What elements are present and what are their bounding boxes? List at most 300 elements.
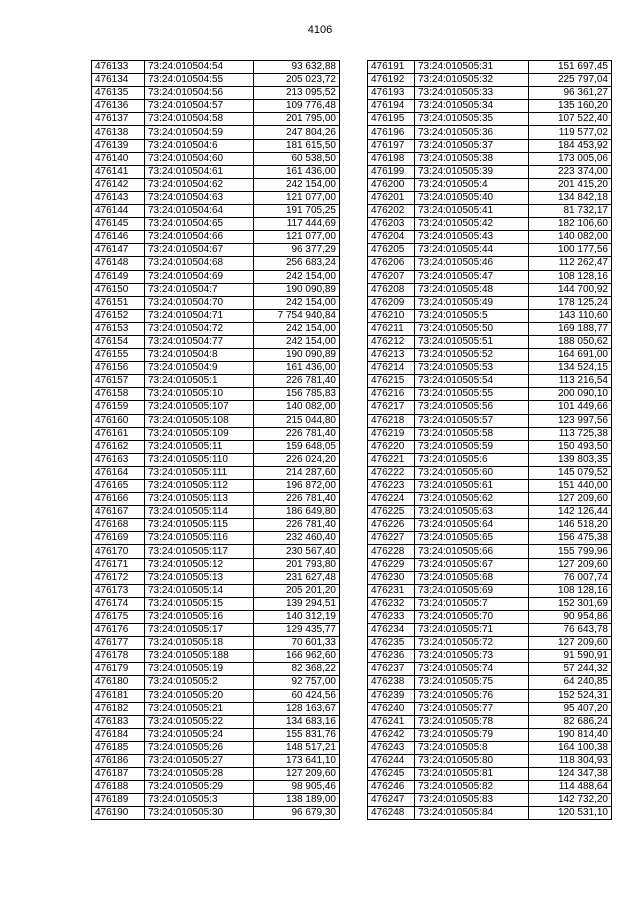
cadastral-number-cell: 73:24:010505:35 [415,113,529,126]
table-row [368,335,612,348]
value-cell: 129 435,77 [254,624,340,637]
value-cell: 201 795,00 [254,113,340,126]
value-cell: 128 163,67 [254,702,340,715]
cadastral-number-cell: 73:24:010505:61 [415,480,529,493]
value-cell: 123 997,56 [529,414,612,427]
value-cell: 64 240,85 [529,676,612,689]
value-cell: 223 374,00 [529,165,612,178]
cadastral-number-cell: 73:24:010505:50 [415,322,529,335]
cadastral-number-cell: 73:24:010505:41 [415,205,529,218]
value-cell: 121 077,00 [254,231,340,244]
value-cell: 93 632,88 [254,61,340,74]
row-id-cell: 476227 [368,532,415,545]
cadastral-number-cell: 73:24:010505:55 [415,388,529,401]
table-row [368,126,612,139]
value-cell: 242 154,00 [254,335,340,348]
value-cell: 135 160,20 [529,100,612,113]
cadastral-number-cell: 73:24:010505:31 [415,61,529,74]
value-cell: 60 538,50 [254,152,340,165]
value-cell: 148 517,21 [254,741,340,754]
table-row [368,191,612,204]
row-id-cell: 476218 [368,414,415,427]
table-row [368,349,612,362]
cadastral-number-cell: 73:24:010505:65 [415,532,529,545]
table-row [92,728,340,741]
cadastral-number-cell: 73:24:010505:42 [415,218,529,231]
value-cell: 242 154,00 [254,270,340,283]
row-id-cell: 476149 [92,270,145,283]
row-id-cell: 476151 [92,296,145,309]
value-cell: 92 757,00 [254,676,340,689]
row-id-cell: 476185 [92,741,145,754]
table-row [368,296,612,309]
value-cell: 226 781,40 [254,519,340,532]
row-id-cell: 476226 [368,519,415,532]
value-cell: 152 301,69 [529,597,612,610]
table-row [368,100,612,113]
row-id-cell: 476180 [92,676,145,689]
cadastral-number-cell: 73:24:010505:29 [145,781,254,794]
table-row [92,741,340,754]
value-cell: 142 126,44 [529,506,612,519]
row-id-cell: 476146 [92,231,145,244]
table-row [92,375,340,388]
row-id-cell: 476141 [92,165,145,178]
table-row [92,650,340,663]
table-row [368,728,612,741]
value-cell: 161 436,00 [254,362,340,375]
table-row [368,558,612,571]
value-cell: 113 725,38 [529,427,612,440]
value-cell: 226 781,40 [254,375,340,388]
value-cell: 242 154,00 [254,322,340,335]
table-row [92,205,340,218]
table-row [92,519,340,532]
value-cell: 96 377,29 [254,244,340,257]
value-cell: 60 424,56 [254,689,340,702]
table-row [368,87,612,100]
row-id-cell: 476189 [92,794,145,807]
row-id-cell: 476240 [368,702,415,715]
row-id-cell: 476168 [92,519,145,532]
cadastral-number-cell: 73:24:010504:70 [145,296,254,309]
table-row [368,689,612,702]
value-cell: 230 567,40 [254,545,340,558]
cadastral-number-cell: 73:24:010504:69 [145,270,254,283]
row-id-cell: 476138 [92,126,145,139]
table-row [92,807,340,820]
table-row [92,754,340,767]
value-cell: 169 188,77 [529,322,612,335]
table-row [92,388,340,401]
row-id-cell: 476207 [368,270,415,283]
cadastral-number-cell: 73:24:010505:38 [415,152,529,165]
row-id-cell: 476142 [92,178,145,191]
cadastral-number-cell: 73:24:010505:27 [145,754,254,767]
value-cell: 242 154,00 [254,178,340,191]
value-cell: 164 691,00 [529,349,612,362]
table-row [368,362,612,375]
value-cell: 113 216,54 [529,375,612,388]
table-row [92,584,340,597]
value-cell: 140 082,00 [254,401,340,414]
value-cell: 184 453,92 [529,139,612,152]
row-id-cell: 476164 [92,466,145,479]
row-id-cell: 476201 [368,191,415,204]
cadastral-number-cell: 73:24:010505:10 [145,388,254,401]
value-cell: 190 814,40 [529,728,612,741]
table-row [368,637,612,650]
value-cell: 121 077,00 [254,191,340,204]
table-row [368,663,612,676]
row-id-cell: 476234 [368,624,415,637]
value-cell: 100 177,56 [529,244,612,257]
value-cell: 143 110,60 [529,309,612,322]
cadastral-number-cell: 73:24:010505:117 [145,545,254,558]
cadastral-number-cell: 73:24:010505:68 [415,571,529,584]
cadastral-number-cell: 73:24:010504:8 [145,349,254,362]
table-row [92,244,340,257]
table-row [368,610,612,623]
row-id-cell: 476134 [92,74,145,87]
cadastral-number-cell: 73:24:010505:47 [415,270,529,283]
cadastral-number-cell: 73:24:010505:21 [145,702,254,715]
cadastral-number-cell: 73:24:010505:40 [415,191,529,204]
cadastral-number-cell: 73:24:010504:67 [145,244,254,257]
table-row [92,139,340,152]
table-row [92,283,340,296]
value-cell: 109 776,48 [254,100,340,113]
cadastral-number-cell: 73:24:010505:78 [415,715,529,728]
row-id-cell: 476198 [368,152,415,165]
row-id-cell: 476187 [92,768,145,781]
table-row [368,794,612,807]
value-cell: 81 732,17 [529,205,612,218]
row-id-cell: 476213 [368,349,415,362]
table-row [368,113,612,126]
table-row [92,545,340,558]
row-id-cell: 476230 [368,571,415,584]
cadastral-number-cell: 73:24:010505:69 [415,584,529,597]
table-row [92,624,340,637]
row-id-cell: 476154 [92,335,145,348]
row-id-cell: 476158 [92,388,145,401]
row-id-cell: 476148 [92,257,145,270]
value-cell: 152 524,31 [529,689,612,702]
table-row [368,257,612,270]
value-cell: 57 244,32 [529,663,612,676]
row-id-cell: 476246 [368,781,415,794]
table-row [368,650,612,663]
cadastral-number-cell: 73:24:010504:57 [145,100,254,113]
row-id-cell: 476222 [368,466,415,479]
cadastral-number-cell: 73:24:010505:48 [415,283,529,296]
row-id-cell: 476205 [368,244,415,257]
table-row [92,768,340,781]
row-id-cell: 476228 [368,545,415,558]
cadastral-number-cell: 73:24:010505:77 [415,702,529,715]
value-cell: 96 679,30 [254,807,340,820]
cadastral-number-cell: 73:24:010505:54 [415,375,529,388]
cadastral-number-cell: 73:24:010505:56 [415,401,529,414]
table-row [92,349,340,362]
cadastral-number-cell: 73:24:010504:72 [145,322,254,335]
table-row [92,663,340,676]
value-cell: 182 106,60 [529,218,612,231]
table-row [92,480,340,493]
cadastral-number-cell: 73:24:010504:66 [145,231,254,244]
row-id-cell: 476231 [368,584,415,597]
table-row [368,741,612,754]
row-id-cell: 476181 [92,689,145,702]
row-id-cell: 476196 [368,126,415,139]
table-row [92,152,340,165]
value-cell: 112 262,47 [529,257,612,270]
table-row [92,309,340,322]
cadastral-number-cell: 73:24:010504:63 [145,191,254,204]
value-cell: 140 082,00 [529,231,612,244]
row-id-cell: 476178 [92,650,145,663]
table-row [92,676,340,689]
cadastral-number-cell: 73:24:010505:44 [415,244,529,257]
row-id-cell: 476237 [368,663,415,676]
cadastral-number-cell: 73:24:010504:60 [145,152,254,165]
value-cell: 108 128,16 [529,584,612,597]
row-id-cell: 476144 [92,205,145,218]
table-row [368,768,612,781]
row-id-cell: 476163 [92,453,145,466]
row-id-cell: 476245 [368,768,415,781]
table-row [92,558,340,571]
row-id-cell: 476150 [92,283,145,296]
cadastral-number-cell: 73:24:010505:8 [415,741,529,754]
table-row [368,715,612,728]
table-row [368,506,612,519]
table-row [368,702,612,715]
row-id-cell: 476247 [368,794,415,807]
table-left [91,60,340,820]
value-cell: 214 287,60 [254,466,340,479]
value-cell: 127 209,60 [529,637,612,650]
row-id-cell: 476179 [92,663,145,676]
table-row [368,597,612,610]
cadastral-number-cell: 73:24:010505:49 [415,296,529,309]
cadastral-number-cell: 73:24:010504:56 [145,87,254,100]
table-row [368,61,612,74]
row-id-cell: 476188 [92,781,145,794]
value-cell: 201 793,80 [254,558,340,571]
row-id-cell: 476186 [92,754,145,767]
table-row [368,624,612,637]
row-id-cell: 476177 [92,637,145,650]
cadastral-number-cell: 73:24:010505:75 [415,676,529,689]
table-row [92,87,340,100]
row-id-cell: 476192 [368,74,415,87]
row-id-cell: 476232 [368,597,415,610]
table-row [368,178,612,191]
cadastral-number-cell: 73:24:010505:24 [145,728,254,741]
row-id-cell: 476223 [368,480,415,493]
value-cell: 190 090,89 [254,349,340,362]
value-cell: 247 804,26 [254,126,340,139]
table-row [92,466,340,479]
cadastral-number-cell: 73:24:010504:64 [145,205,254,218]
row-id-cell: 476219 [368,427,415,440]
row-id-cell: 476147 [92,244,145,257]
table-row [92,532,340,545]
table-row [92,781,340,794]
value-cell: 90 954,86 [529,610,612,623]
table-row [92,296,340,309]
row-id-cell: 476216 [368,388,415,401]
cadastral-number-cell: 73:24:010505:81 [415,768,529,781]
table-row [368,244,612,257]
table-row [92,61,340,74]
row-id-cell: 476215 [368,375,415,388]
value-cell: 95 407,20 [529,702,612,715]
cadastral-number-cell: 73:24:010505:59 [415,440,529,453]
value-cell: 127 209,60 [529,558,612,571]
value-cell: 186 649,80 [254,506,340,519]
cadastral-number-cell: 73:24:010505:53 [415,362,529,375]
row-id-cell: 476197 [368,139,415,152]
value-cell: 127 209,60 [529,493,612,506]
value-cell: 108 128,16 [529,270,612,283]
table-row [92,126,340,139]
cadastral-number-cell: 73:24:010505:20 [145,689,254,702]
cadastral-number-cell: 73:24:010505:32 [415,74,529,87]
row-id-cell: 476135 [92,87,145,100]
table-row [92,113,340,126]
cadastral-number-cell: 73:24:010504:71 [145,309,254,322]
table-row [92,794,340,807]
cadastral-number-cell: 73:24:010505:72 [415,637,529,650]
value-cell: 134 842,18 [529,191,612,204]
value-cell: 166 962,60 [254,650,340,663]
table-row [92,401,340,414]
table-row [368,519,612,532]
cadastral-number-cell: 73:24:010504:6 [145,139,254,152]
row-id-cell: 476195 [368,113,415,126]
row-id-cell: 476206 [368,257,415,270]
row-id-cell: 476169 [92,532,145,545]
row-id-cell: 476194 [368,100,415,113]
cadastral-number-cell: 73:24:010505:71 [415,624,529,637]
table-row [92,571,340,584]
row-id-cell: 476238 [368,676,415,689]
table-row [368,205,612,218]
cadastral-number-cell: 73:24:010505:113 [145,493,254,506]
cadastral-number-cell: 73:24:010505:46 [415,257,529,270]
table-row [92,178,340,191]
value-cell: 225 797,04 [529,74,612,87]
cadastral-number-cell: 73:24:010504:77 [145,335,254,348]
table-row [368,440,612,453]
row-id-cell: 476211 [368,322,415,335]
row-id-cell: 476170 [92,545,145,558]
row-id-cell: 476133 [92,61,145,74]
value-cell: 101 449,66 [529,401,612,414]
cadastral-number-cell: 73:24:010505:79 [415,728,529,741]
cadastral-number-cell: 73:24:010505:11 [145,440,254,453]
row-id-cell: 476203 [368,218,415,231]
cadastral-number-cell: 73:24:010505:108 [145,414,254,427]
value-cell: 226 781,40 [254,427,340,440]
row-id-cell: 476224 [368,493,415,506]
value-cell: 242 154,00 [254,296,340,309]
cadastral-number-cell: 73:24:010505:107 [145,401,254,414]
value-cell: 117 444,69 [254,218,340,231]
value-cell: 144 700,92 [529,283,612,296]
value-cell: 205 023,72 [254,74,340,87]
table-row [368,584,612,597]
row-id-cell: 476221 [368,453,415,466]
value-cell: 76 643,78 [529,624,612,637]
value-cell: 127 209,60 [254,768,340,781]
cadastral-number-cell: 73:24:010505:70 [415,610,529,623]
value-cell: 155 831,76 [254,728,340,741]
table-row [368,309,612,322]
value-cell: 118 304,93 [529,754,612,767]
cadastral-number-cell: 73:24:010505:64 [415,519,529,532]
table-row [368,545,612,558]
table-row [368,218,612,231]
cadastral-number-cell: 73:24:010505:109 [145,427,254,440]
value-cell: 190 090,89 [254,283,340,296]
cadastral-number-cell: 73:24:010505:74 [415,663,529,676]
cadastral-number-cell: 73:24:010505:36 [415,126,529,139]
row-id-cell: 476139 [92,139,145,152]
row-id-cell: 476145 [92,218,145,231]
cadastral-number-cell: 73:24:010505:58 [415,427,529,440]
value-cell: 114 488,64 [529,781,612,794]
value-cell: 213 095,52 [254,87,340,100]
row-id-cell: 476204 [368,231,415,244]
cadastral-number-cell: 73:24:010504:59 [145,126,254,139]
value-cell: 124 347,38 [529,768,612,781]
cadastral-number-cell: 73:24:010505:19 [145,663,254,676]
cadastral-number-cell: 73:24:010505:3 [145,794,254,807]
table-row [368,388,612,401]
cadastral-number-cell: 73:24:010505:112 [145,480,254,493]
cadastral-number-cell: 73:24:010505:15 [145,597,254,610]
value-cell: 119 577,02 [529,126,612,139]
table-row [368,270,612,283]
value-cell: 138 189,00 [254,794,340,807]
row-id-cell: 476233 [368,610,415,623]
table-row [92,362,340,375]
value-cell: 107 522,40 [529,113,612,126]
table-row [92,493,340,506]
value-cell: 155 799,96 [529,545,612,558]
page-number: 4106 [307,24,333,36]
cadastral-number-cell: 73:24:010505:116 [145,532,254,545]
table-row [92,715,340,728]
value-cell: 226 781,40 [254,493,340,506]
cadastral-number-cell: 73:24:010505:34 [415,100,529,113]
row-id-cell: 476248 [368,807,415,820]
table-row [368,283,612,296]
table-row [368,480,612,493]
table-row [368,74,612,87]
cadastral-number-cell: 73:24:010505:33 [415,87,529,100]
cadastral-number-cell: 73:24:010505:6 [415,453,529,466]
row-id-cell: 476155 [92,349,145,362]
row-id-cell: 476161 [92,427,145,440]
row-id-cell: 476202 [368,205,415,218]
value-cell: 134 524,15 [529,362,612,375]
cadastral-number-cell: 73:24:010505:115 [145,519,254,532]
